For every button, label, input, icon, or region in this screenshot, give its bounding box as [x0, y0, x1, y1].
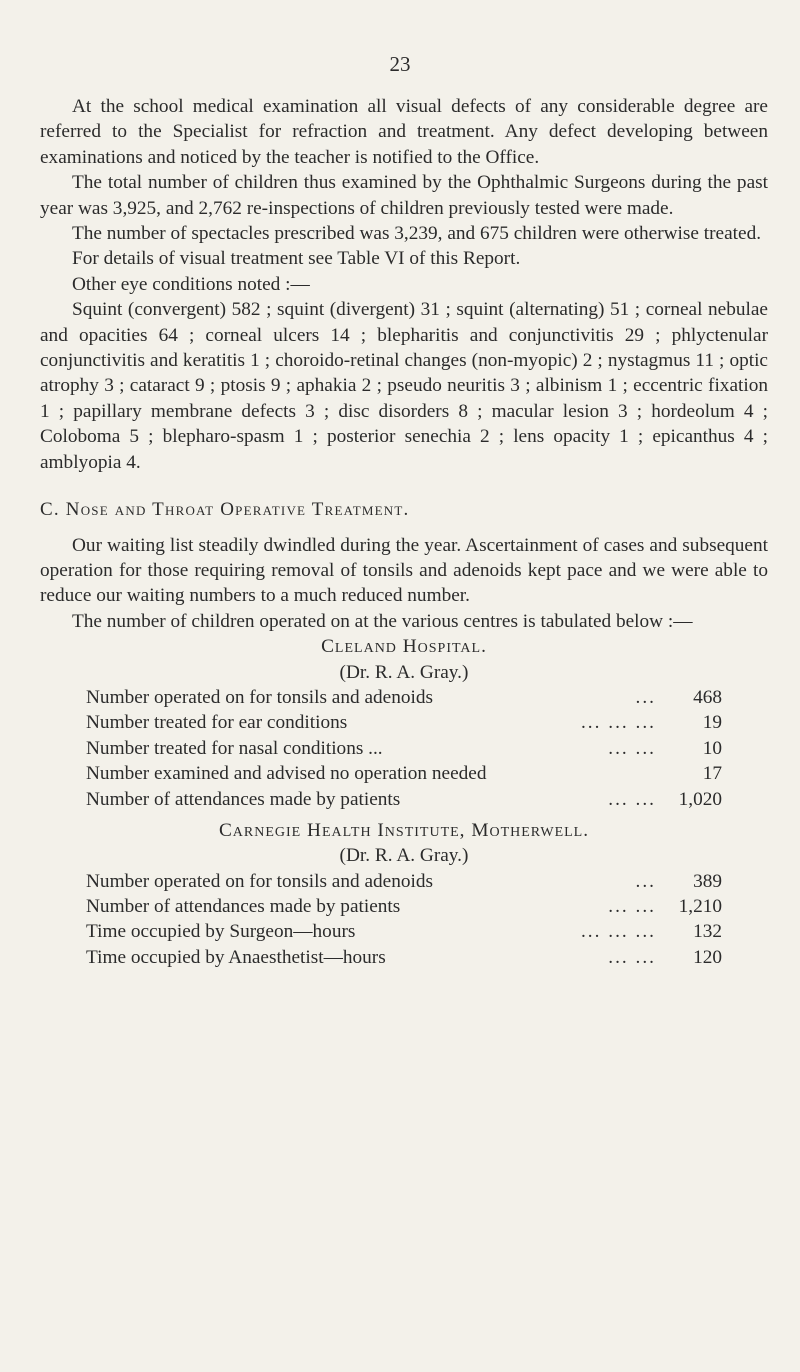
paragraph-tabulated-intro: The number of children operated on at the various centres is tabulated below :— — [72, 610, 693, 632]
section-heading-nose-throat: C. Nose and Throat Operative Treatment. — [40, 499, 410, 521]
paragraph-spectacles: The number of spectacles prescribed was 3,239, and 675 children were otherwise treated. — [72, 223, 762, 245]
cleland-hospital-heading: Cleland Hospital. — [321, 636, 487, 658]
stat-row — [86, 919, 722, 944]
stat-value: 17 — [702, 763, 722, 785]
stat-label: Number treated for nasal conditions ... — [86, 737, 383, 759]
stat-value: 1,020 — [678, 788, 722, 810]
stat-row — [86, 761, 722, 786]
paragraph-eye-conditions-list: Squint (convergent) 582 ; squint (divergent) 31 ; squint (alternating) 51 ; corneal nebulae and opacities 64 ; corneal ulcers 14 ; blepharitis and conjunctivitis 29 ; phlyctenular conjunctivitis and keratitis 1 ; choroido-retinal changes (non-myopic) 2 ; nystagmus 11 ; optic atrophy 3 ; cataract 9 ; ptosis 9 ; aphakia 2 ; pseudo neuritis 3 ; albinism 1 ; eccentric fixation 1 ; papillary membrane defects 3 ; disc disorders 8 ; macular lesion 3 ; hordeolum 4 ; Coloboma 5 ; blepharo-spasm 1 ; posterior senechia 2 ; lens opacity 1 ; epicanthus 4 ; amblyopia 4. — [40, 299, 768, 473]
stat-row — [86, 710, 722, 735]
stat-value: 132 — [693, 921, 722, 943]
stat-label: Time occupied by Anaesthetist—hours — [86, 946, 386, 968]
paragraph-waiting-list: Our waiting list steadily dwindled during the year. Ascertainment of cases and subsequent operation for those requiring removal of tonsils and adenoids kept pace and we were able to reduce our waiting numbers to a much reduced number. — [40, 534, 768, 607]
stat-value: 1,210 — [678, 896, 722, 918]
stat-row — [86, 945, 722, 970]
stat-value: 19 — [702, 712, 722, 734]
carnegie-stats-table — [86, 869, 722, 971]
stat-label: Number of attendances made by patients — [86, 788, 401, 810]
stat-value: 120 — [693, 946, 722, 968]
stat-label: Number examined and advised no operation needed — [86, 763, 487, 785]
cleland-doctor: (Dr. R. A. Gray.) — [339, 661, 469, 683]
leader-dots: ... ... — [608, 896, 656, 918]
stat-value: 10 — [702, 737, 722, 759]
stat-row — [86, 894, 722, 919]
leader-dots: ... — [635, 870, 656, 892]
stat-label: Time occupied by Surgeon—hours — [86, 921, 356, 943]
leader-dots: ... ... — [608, 737, 656, 759]
paragraph-other-conditions-intro: Other eye conditions noted :— — [72, 273, 310, 295]
leader-dots: ... ... — [608, 788, 656, 810]
leader-dots: ... — [635, 686, 656, 708]
stat-label: Number operated on for tonsils and adenoids — [86, 686, 433, 708]
page-body — [40, 94, 768, 970]
leader-dots — [486, 761, 670, 786]
cleland-stats-table — [86, 685, 722, 812]
stat-label: Number of attendances made by patients — [86, 896, 401, 918]
stat-value: 468 — [693, 686, 722, 708]
leader-dots: ... ... — [608, 946, 656, 968]
paragraph-examined-total: The total number of children thus examined by the Ophthalmic Surgeons during the past year was 3,925, and 2,762 re-inspections of children previously tested were made. — [40, 172, 768, 219]
leader-dots: ... ... ... — [580, 921, 656, 943]
stat-row — [86, 787, 722, 812]
stat-row — [86, 685, 722, 710]
paragraph-table-ref: For details of visual treatment see Table VI of this Report. — [72, 248, 521, 270]
stat-label: Number treated for ear conditions — [86, 712, 348, 734]
page-number: 23 — [389, 52, 411, 76]
carnegie-institute-heading: Carnegie Health Institute, Motherwell. — [218, 819, 590, 841]
leader-dots: ... ... ... — [580, 712, 656, 734]
stat-row — [86, 736, 722, 761]
stat-value: 389 — [693, 870, 722, 892]
stat-label: Number operated on for tonsils and adenoids — [86, 870, 433, 892]
paragraph-referral: At the school medical examination all visual defects of any considerable degree are referred to the Specialist for refraction and treatment. Any defect developing between examinations and noticed by the teacher is notified to the Office. — [40, 96, 768, 168]
carnegie-doctor: (Dr. R. A. Gray.) — [339, 845, 469, 867]
stat-row — [86, 869, 722, 894]
